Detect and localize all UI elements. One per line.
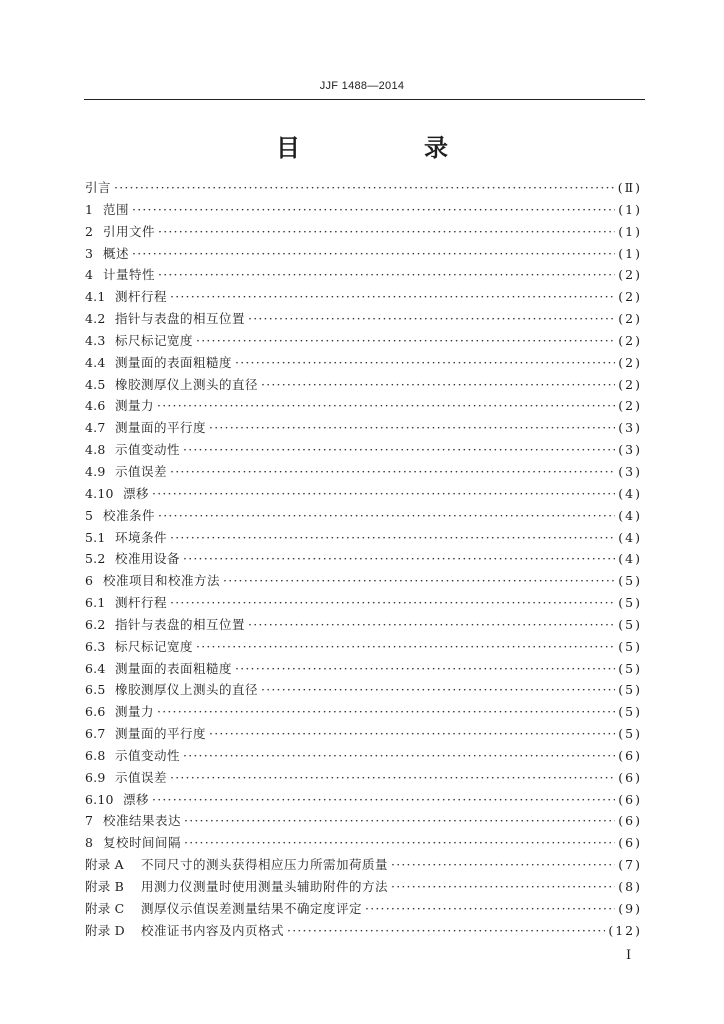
toc-entry-number: 4.1 [85, 289, 106, 305]
toc-entry-page: (9) [618, 900, 642, 916]
toc-entry-page: (Ⅱ) [617, 180, 642, 195]
toc-entry-title: 范围 [103, 201, 130, 217]
toc-entry-title: 校准用设备 [115, 551, 181, 567]
dot-leader [261, 377, 615, 392]
toc-entry-page: (8) [618, 879, 642, 894]
toc-entry-number: 6.4 [85, 660, 106, 676]
toc-entry-page: (4) [618, 529, 642, 545]
toc-entry-title: 测厚仪示值误差测量结果不确定度评定 [141, 900, 363, 916]
toc-entry-title: 用测力仪测量时使用测量头辅助附件的方法 [141, 879, 389, 894]
toc-entry-title: 校准条件 [103, 507, 156, 523]
toc-entry [85, 680, 642, 702]
toc-entry-title: 计量特性 [103, 267, 156, 283]
toc-entry-number: 1 [85, 201, 94, 217]
toc-entry [85, 549, 642, 571]
toc-entry [85, 309, 642, 331]
toc-entry-title: 示值误差 [115, 769, 168, 785]
toc-entry-page: (7) [618, 857, 642, 873]
toc-entry-title: 复校时间间隔 [103, 835, 182, 851]
toc-entry [85, 440, 642, 462]
toc-entry [85, 265, 642, 287]
dot-leader [248, 311, 615, 326]
dot-leader [287, 923, 605, 938]
toc-entry [85, 811, 642, 833]
toc-entry-number: 4.3 [85, 332, 106, 348]
toc-entry-number: 附录 C [85, 900, 125, 916]
toc-entry-title: 橡胶测厚仪上测头的直径 [115, 376, 259, 392]
dot-leader [170, 770, 615, 785]
toc-entry-number: 6 [85, 573, 94, 589]
toc-entry-title: 校准证书内容及内页格式 [141, 922, 285, 938]
toc-entry-page: (6) [618, 835, 642, 851]
toc-entry [85, 331, 642, 353]
toc-entry [85, 702, 642, 724]
toc-entry-page: (2) [618, 354, 642, 370]
toc-entry [85, 528, 642, 550]
toc-entry-title: 校准结果表达 [103, 813, 182, 829]
dot-leader [170, 289, 615, 304]
dot-leader [152, 792, 615, 807]
dot-leader [196, 333, 615, 348]
dot-leader [132, 246, 615, 261]
toc-entry-page: (5) [618, 660, 642, 676]
toc-entry [85, 418, 642, 440]
toc-entry-page: (4) [618, 507, 642, 523]
toc-entry-page: (2) [618, 376, 642, 392]
dot-leader [248, 617, 615, 632]
toc-entry-number: 附录 D [85, 922, 125, 938]
dot-leader [184, 835, 615, 850]
toc-entry [85, 593, 642, 615]
toc-entry-title: 校准项目和校准方法 [103, 573, 221, 589]
toc-entry-number: 6.6 [85, 704, 106, 720]
toc-entry-number: 6.2 [85, 616, 106, 632]
toc-entry [85, 921, 642, 943]
toc-entry-title: 示值误差 [115, 463, 168, 479]
dot-leader [235, 355, 615, 370]
toc-entry-title: 漂移 [123, 791, 150, 807]
toc-entry-number: 附录 B [85, 879, 124, 894]
toc-entry [85, 659, 642, 681]
toc-entry-page: (1) [618, 245, 642, 261]
toc-entry-number: 4.7 [85, 420, 106, 436]
toc-entry [85, 877, 642, 899]
toc-entry-number: 6.1 [85, 595, 106, 611]
toc-entry-page: (6) [618, 769, 642, 785]
toc-entry-title: 标尺标记宽度 [115, 332, 194, 348]
toc-entry-title: 示值变动性 [115, 442, 181, 458]
toc-entry-title: 引言 [85, 180, 112, 195]
toc-entry [85, 571, 642, 593]
toc-entry-page: (6) [618, 747, 642, 763]
toc-entry-page: (2) [618, 267, 642, 283]
toc-entry-title: 引用文件 [103, 223, 156, 239]
toc-entry [85, 244, 642, 266]
toc-entry-page: (2) [618, 332, 642, 348]
toc-entry-page: (2) [618, 398, 642, 414]
dot-leader [223, 573, 615, 588]
toc-entry-title: 测量面的表面粗糙度 [115, 354, 233, 370]
dot-leader [365, 901, 615, 916]
toc-entry-title: 测量力 [115, 398, 155, 414]
toc-entry-number: 7 [85, 813, 94, 829]
toc-entry-number: 4.5 [85, 376, 106, 392]
toc-entry-number: 6.7 [85, 726, 106, 742]
toc-entry-number: 6.10 [85, 791, 114, 807]
toc-entry [85, 637, 642, 659]
toc-entry-page: (5) [618, 616, 642, 632]
dot-leader [235, 661, 615, 676]
toc-entry-title: 测杆行程 [115, 595, 168, 611]
dot-leader [170, 595, 615, 610]
toc-entry-page: (1) [618, 223, 642, 239]
dot-leader [152, 486, 615, 501]
toc-entry-number: 6.3 [85, 638, 106, 654]
toc-entry-number: 5 [85, 507, 94, 523]
dot-leader [114, 180, 615, 195]
toc-entry-title: 测量面的平行度 [115, 726, 207, 742]
dot-leader [209, 726, 615, 741]
dot-leader [391, 857, 615, 872]
toc-entry [85, 724, 642, 746]
toc-entry [85, 833, 642, 855]
toc-entry-page: (2) [618, 311, 642, 327]
toc-entry [85, 855, 642, 877]
toc-entry-number: 6.8 [85, 747, 106, 763]
dot-leader [183, 442, 615, 457]
toc-entry-title: 示值变动性 [115, 747, 181, 763]
toc-entry-page: (5) [618, 638, 642, 654]
toc-entry-page: (5) [618, 682, 642, 698]
dot-leader [261, 682, 615, 697]
toc-entry [85, 375, 642, 397]
dot-leader [196, 639, 615, 654]
toc-entry-number: 4.10 [85, 485, 114, 501]
toc-entry [85, 462, 642, 484]
toc-entry-number: 5.2 [85, 551, 106, 567]
toc-entry [85, 746, 642, 768]
toc-entry-number: 4.8 [85, 442, 106, 458]
toc-entry-number: 8 [85, 835, 94, 851]
toc-entry-number: 4.6 [85, 398, 106, 414]
toc-entry [85, 178, 642, 200]
toc-entry-title: 指针与表盘的相互位置 [115, 616, 246, 632]
toc-entry-title: 指针与表盘的相互位置 [115, 311, 246, 327]
dot-leader [157, 704, 615, 719]
toc-entry-page: (4) [618, 551, 642, 567]
dot-leader [158, 267, 615, 282]
toc-entry-title: 测量面的表面粗糙度 [115, 660, 233, 676]
page-title: 目 录 [276, 133, 498, 162]
dot-leader [170, 464, 615, 479]
dot-leader [170, 530, 615, 545]
toc-entry [85, 899, 642, 921]
toc-entry-page: (6) [618, 791, 642, 807]
toc-entry-number: 4.9 [85, 463, 106, 479]
table-of-contents [85, 178, 642, 943]
dot-leader [184, 813, 615, 828]
dot-leader [391, 879, 615, 894]
toc-entry-page: (3) [618, 463, 642, 479]
toc-entry [85, 790, 642, 812]
header-rule [84, 99, 645, 100]
toc-entry-number: 4.2 [85, 311, 106, 327]
toc-entry-page: (2) [618, 289, 642, 305]
dot-leader [132, 202, 615, 217]
toc-entry [85, 506, 642, 528]
toc-entry-number: 5.1 [85, 529, 106, 545]
toc-entry-page: (5) [618, 704, 642, 720]
toc-entry-title: 漂移 [123, 485, 150, 501]
toc-entry [85, 222, 642, 244]
toc-entry-number: 6.5 [85, 682, 106, 698]
dot-leader [209, 420, 615, 435]
page-number: I [626, 948, 632, 963]
toc-entry-page: (3) [618, 420, 642, 436]
dot-leader [183, 748, 615, 763]
toc-entry [85, 353, 642, 375]
toc-entry-page: (5) [618, 573, 642, 589]
toc-entry-page: (5) [618, 595, 642, 611]
toc-entry-title: 测杆行程 [115, 289, 168, 305]
toc-entry [85, 200, 642, 222]
toc-entry-number: 2 [85, 223, 94, 239]
toc-entry-page: (12) [608, 922, 642, 938]
toc-entry-number: 4 [85, 267, 94, 283]
toc-entry [85, 396, 642, 418]
toc-entry-title: 不同尺寸的测头获得相应压力所需加荷质量 [141, 857, 389, 873]
dot-leader [158, 224, 615, 239]
toc-entry-page: (1) [618, 201, 642, 217]
dot-leader [183, 551, 615, 566]
toc-entry [85, 615, 642, 637]
toc-entry-number: 3 [85, 245, 94, 261]
toc-entry-page: (6) [618, 813, 642, 829]
toc-entry-title: 环境条件 [115, 529, 168, 545]
toc-entry [85, 768, 642, 790]
toc-entry-title: 测量力 [115, 704, 155, 720]
toc-entry-page: (3) [618, 442, 642, 458]
toc-entry-number: 4.4 [85, 354, 106, 370]
document-code: JJF 1488—2014 [319, 80, 405, 92]
toc-entry-title: 橡胶测厚仪上测头的直径 [115, 682, 259, 698]
toc-entry-title: 测量面的平行度 [115, 420, 207, 436]
toc-entry [85, 287, 642, 309]
toc-entry-number: 附录 A [85, 857, 124, 873]
dot-leader [157, 398, 615, 413]
dot-leader [158, 508, 615, 523]
toc-entry-page: (4) [618, 485, 642, 501]
toc-entry-title: 概述 [103, 245, 130, 261]
toc-entry-number: 6.9 [85, 769, 106, 785]
toc-entry-title: 标尺标记宽度 [115, 638, 194, 654]
toc-entry [85, 484, 642, 506]
toc-entry-page: (5) [618, 726, 642, 742]
